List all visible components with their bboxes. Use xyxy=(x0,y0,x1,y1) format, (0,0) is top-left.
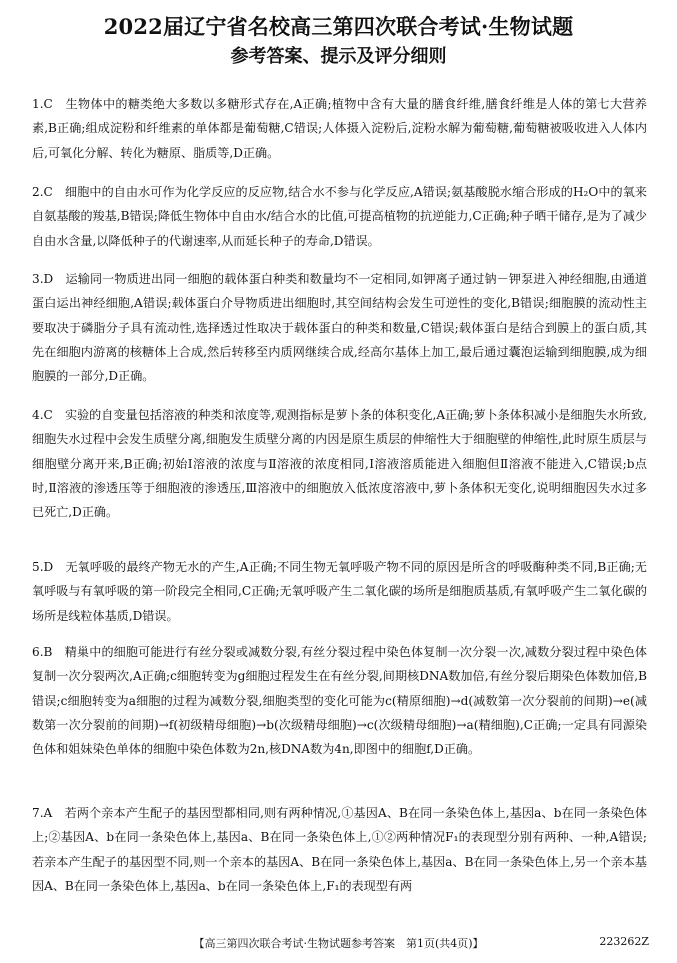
answer-item: 3.D 运输同一物质进出同一细胞的载体蛋白种类和数量均不一定相同,如钾离子通过钠－钾泵进入神经细胞,由通道蛋白运出神经细胞,A错误;载体蛋白介导物质进出细胞时,其空间结构会发生可逆性的变化,B错误;细胞膜的流动性主要取决于磷脂分子具有流动性,选择透过性取决于载体蛋白的种类和数量,C错误;载体蛋白是结合到膜上的蛋白质,其先在细胞内游离的核糖体上合成,然后转移至内质网继续合成,经高尔基体上加工,最后通过囊泡运输到细胞膜,成为细胞膜的一部分,D正确。 xyxy=(32,272,647,384)
answer-item: 4.C 实验的自变量包括溶液的种类和浓度等,观测指标是萝卜条的体积变化,A正确;萝卜条体积减小是细胞失水所致,细胞失水过程中会发生质壁分离,细胞发生质壁分离的内因是原生质层的伸缩性大于细胞壁的伸缩性,此时原生质层与细胞壁分离开来,B正确;初始Ⅰ溶液的浓度与Ⅱ溶液的浓度相同,Ⅰ溶液溶质能进入细胞但Ⅱ溶液不能进入,C错误;b点时,Ⅱ溶液的渗透压等于细胞液的渗透压,Ⅲ溶液中的细胞放入低浓度溶液中,萝卜条体积无变化,说明细胞因失水过多已死亡,D正确。 xyxy=(32,408,647,520)
footer-code: 223262Z xyxy=(599,935,649,948)
answer-item: 7.A 若两个亲本产生配子的基因型都相同,则有两种情况,①基因A、B在同一条染色体上,基因a、b在同一条染色体上;②基因A、b在同一条染色体上,基因a、B在同一条染色体上,①②两种情况F₁的表现型分别有两种、一种,A错误;若亲本产生配子的基因型不同,则一个亲本的基因A、B在同一条染色体上,基因a、B在同一条染色体上,另一个亲本基因A、B在同一条染色体上,基因a、b在同一条染色体上,F₁的表现型有两 xyxy=(32,806,647,893)
footer-page-label: 【高三第四次联合考试·生物试题参考答案 第1页(共4页)】 xyxy=(193,937,484,950)
page-subtitle: 参考答案、提示及评分细则 xyxy=(230,46,447,67)
answer-item: 5.D 无氧呼吸的最终产物无水的产生,A正确;不同生物无氧呼吸产物不同的原因是所含的呼吸酶种类不同,B正确;无氧呼吸与有氧呼吸的第一阶段完全相同,C正确;无氧呼吸产生二氧化碳的场所是细胞质基质,有氧呼吸产生二氧化碳的场所是线粒体基质,D错误。 xyxy=(32,560,647,623)
answer-item: 6.B 精巢中的细胞可能进行有丝分裂或减数分裂,有丝分裂过程中染色体复制一次分裂一次,减数分裂过程中染色体复制一次分裂两次,A正确;c细胞转变为g细胞过程发生在有丝分裂,间期核DNA数加倍,有丝分裂后期染色体数加倍,B错误;c细胞转变为a细胞的过程为减数分裂,细胞类型的变化可能为c(精原细胞)→d(减数第一次分裂前的间期)→e(减数第一次分裂前的间期)→f(初级精母细胞)→b(次级精母细胞)→c(次级精母细胞)→a(精细胞),C正确;一定具有同源染色体和姐妹染色单体的细胞中染色体数为2n,核DNA数为4n,即图中的细胞f,D正确。 xyxy=(32,645,647,757)
answer-item: 1.C 生物体中的糖类绝大多数以多糖形式存在,A正确;植物中含有大量的膳食纤维,膳食纤维是人体的第七大营养素,B正确;组成淀粉和纤维素的单体都是葡萄糖,C错误;人体摄入淀粉后,淀粉水解为葡萄糖,葡萄糖被吸收进入人体内后,可氧化分解、转化为糖原、脂质等,D正确。 xyxy=(32,97,647,160)
page-title: 2022届辽宁省名校高三第四次联合考试·生物试题 xyxy=(103,14,574,39)
answer-item: 2.C 细胞中的自由水可作为化学反应的反应物,结合水不参与化学反应,A错误;氨基酸脱水缩合形成的H₂O中的氧来自氨基酸的羧基,B错误;降低生物体中自由水/结合水的比值,可提高植物的抗逆能力,C正确;种子晒干储存,是为了减少自由水含量,以降低种子的代谢速率,从而延长种子的寿命,D错误。 xyxy=(32,185,647,248)
